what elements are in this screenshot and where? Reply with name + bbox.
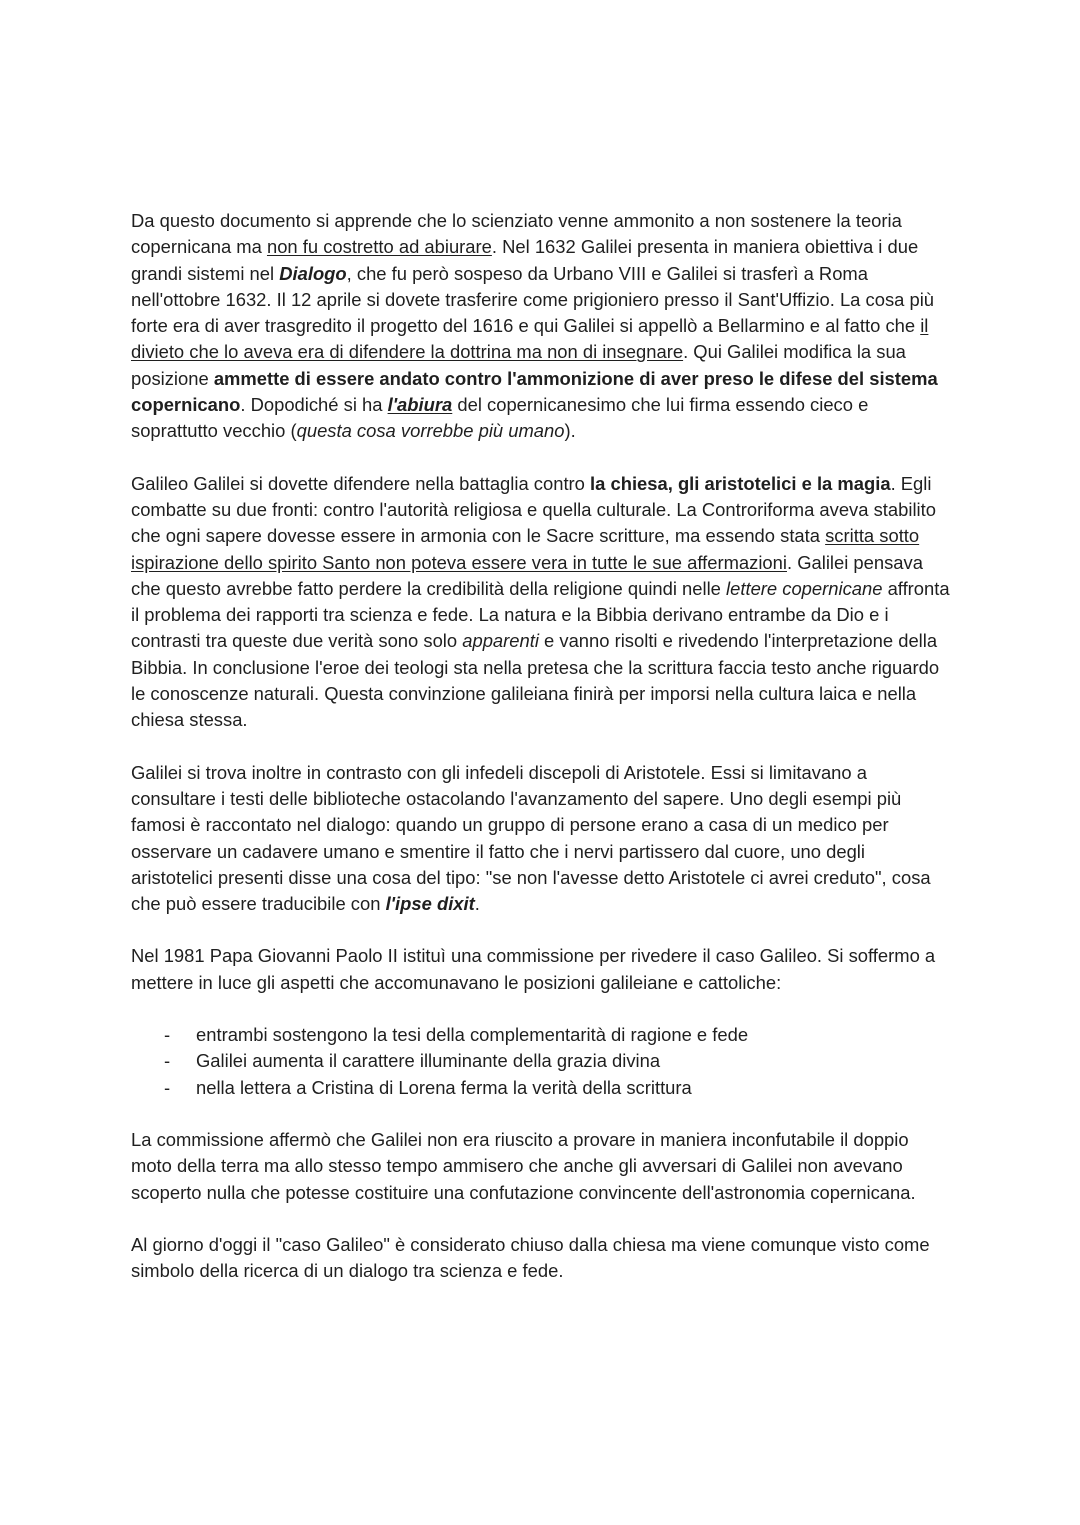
underlined-text: non fu costretto ad abiurare (266, 236, 492, 258)
italic-text: apparenti (462, 630, 539, 652)
text-run: Galileo Galilei si dovette difendere nella battaglia contro (131, 472, 591, 494)
bold-italic-text: l'ipse dixit (385, 893, 475, 915)
text-run: . Nel 1632 Galilei presenta in maniera obiettiva i due grandi sistemi nel (131, 236, 919, 284)
text-run: , che fu però sospeso da Urbano VIII e Galilei si trasferì a Roma nell'ottobre 1632. Il 12 aprile si dovete trasferire come prigioniero presso il Sant'Uffizio. La cosa più forte era di aver trasgredito il progetto del 1616 e qui Galilei si appellò a Bellarmino e al fatto che (131, 262, 935, 337)
paragraph-commission-intro (131, 943, 951, 996)
underlined-text: il divieto che lo aveva era di difendere la dottrina ma non di insegnare (131, 315, 929, 363)
text-run: . Qui Galilei modifica la sua posizione (131, 341, 906, 389)
document-page (131, 208, 951, 1310)
rich-paragraphs (131, 208, 951, 996)
bold-text: ammette di essere andato contro l'ammonizione di aver preso le difese del sistema copernicano (131, 367, 938, 416)
text-run: . (474, 893, 480, 915)
text-run: . Galilei pensava che questo avrebbe fatto perdere la credibilità della religione quindi nelle (131, 551, 923, 599)
text-run: Nel 1981 Papa Giovanni Paolo II istituì una commissione per rivedere il caso Galileo. Si soffermo a mettere in luce gli aspetti che accomunavano le posizioni galileiane e cattoliche: (131, 945, 936, 993)
text-run: del copernicanesimo che lui firma essendo cieco e soprattutto vecchio ( (131, 394, 869, 442)
list-item: - Galilei aumenta il carattere illuminante della grazia divina (131, 1048, 951, 1074)
italic-text: questa cosa vorrebbe più umano (296, 420, 565, 442)
underlined-text: scritta sotto ispirazione dello spirito Santo non poteva essere vera in tutte le sue affermazioni (131, 525, 920, 573)
text-run: ). (564, 420, 576, 442)
text-run: . Egli combatte su due fronti: contro l'autorità religiosa e quella culturale. La Controriforma aveva stabilito che ogni sapere dovesse essere in armonia con le Sacre scritture, ma essendo stata (131, 472, 936, 547)
paragraph-trial (131, 208, 951, 445)
text-run: e vanno risolti e rivedendo l'interpretazione della Bibbia. In conclusione l'eroe dei teologi sta nella pretesa che la scrittura faccia testo anche riguardo le conoscenze naturali. Questa convinzione galileiana finirà per imporsi nella cultura laica e nella chiesa stessa. (131, 630, 940, 731)
text-run: Da questo documento si apprende che lo scienziato venne ammonito a non sostenere la teoria copernicana ma (131, 210, 902, 258)
italic-text: lettere copernicane (726, 577, 883, 599)
text-run: affronta il problema dei rapporti tra scienza e fede. La natura e la Bibbia derivano entrambe da Dio e i contrasti tra queste due verità sono solo (131, 577, 950, 652)
paragraph-aristotelians (131, 760, 951, 918)
paragraph-commission-conclusion: La commissione affermò che Galilei non era riuscito a provare in maniera inconfutabile il doppio moto della terra ma allo stesso tempo ammisero che anche gli avversari di Galilei non avevano scoperto nulla che potesse costituire una confutazione convincente dell'astronomia copernicana. (131, 1128, 916, 1203)
bold-italic-text: Dialogo (279, 262, 347, 284)
bold-italic-underlined-text: l'abiura (387, 394, 453, 416)
paragraph-today: Al giorno d'oggi il "caso Galileo" è considerato chiuso dalla chiesa ma viene comunque visto come simbolo della ricerca di un dialogo tra scienza e fede. (131, 1233, 930, 1282)
text-run: . Dopodiché si ha (240, 394, 388, 416)
paragraph-church-battle (131, 471, 951, 734)
text-run: Galilei si trova inoltre in contrasto con gli infedeli discepoli di Aristotele. Essi si limitavano a consultare i testi delle biblioteche ostacolando l'avanzamento del sapere. Uno degli esempi più famosi è raccontato nel dialogo: quando un gruppo di persone erano a casa di un medico per osservare un cadavere umano e smentire il fatto che i nervi partissero dal cuore, uno degli aristotelici presenti disse una cosa del tipo: "se non l'avesse detto Aristotele ci avrei creduto", cosa che può essere traducibile con (131, 761, 931, 915)
list-item: - entrambi sostengono la tesi della complementarità di ragione e fede (131, 1022, 951, 1048)
list-item: - nella lettera a Cristina di Lorena ferma la verità della scrittura (131, 1075, 951, 1101)
bold-text: la chiesa, gli aristotelici e la magia (590, 472, 891, 494)
commission-points-list (131, 1022, 951, 1101)
